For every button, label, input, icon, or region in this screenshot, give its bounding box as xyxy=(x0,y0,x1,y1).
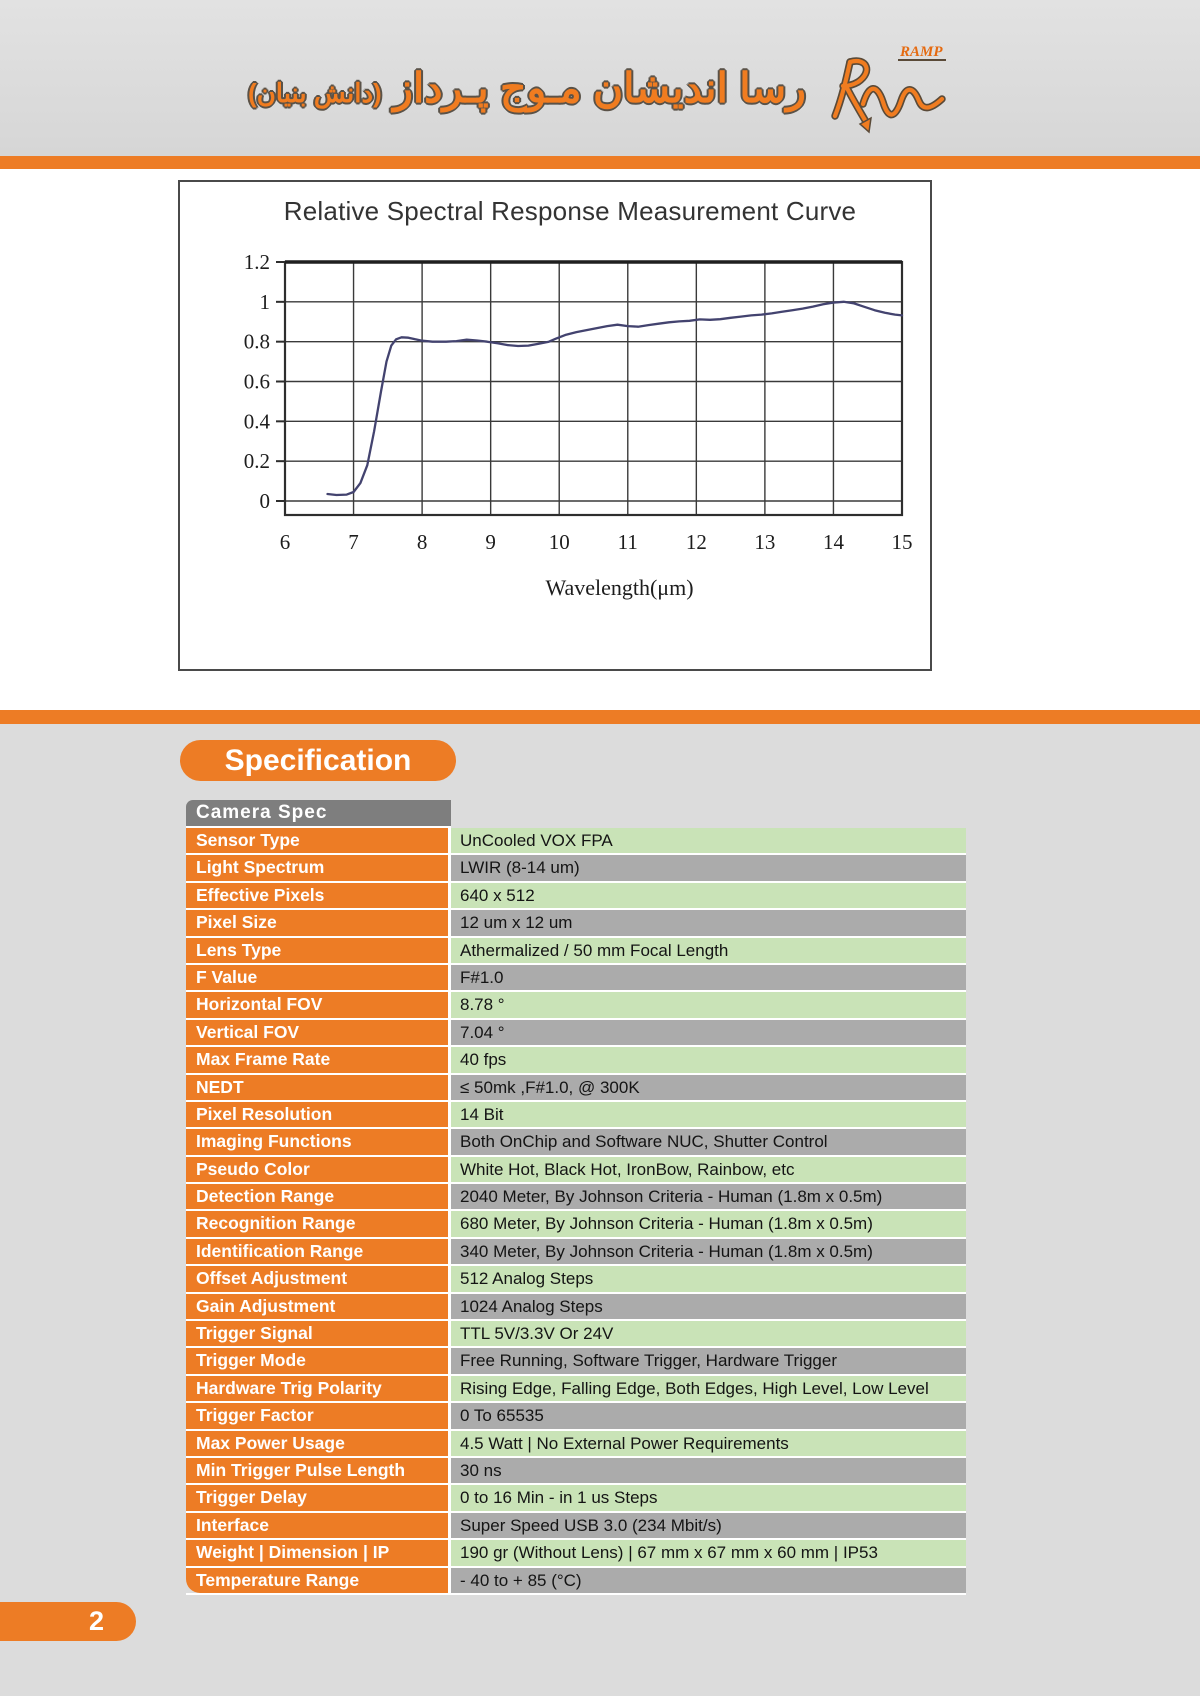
spec-row xyxy=(186,1403,966,1430)
camera-spec-table-header: Camera Spec xyxy=(186,800,451,828)
spec-row xyxy=(186,1020,966,1047)
spec-value: - 40 to + 85 (°C) xyxy=(451,1568,966,1593)
y-tick-label: 1 xyxy=(259,289,270,314)
spec-row xyxy=(186,910,966,937)
spec-row xyxy=(186,1540,966,1567)
spec-row xyxy=(186,1075,966,1102)
spec-value: 30 ns xyxy=(451,1458,966,1483)
x-axis-label: Wavelength(μm) xyxy=(545,575,694,600)
spec-value: 4.5 Watt | No External Power Requirements xyxy=(451,1431,966,1456)
spectral-response-chart xyxy=(178,180,932,671)
x-tick-label: 11 xyxy=(617,530,638,554)
spec-value: TTL 5V/3.3V Or 24V xyxy=(451,1321,966,1346)
spec-value: Rising Edge, Falling Edge, Both Edges, High Level, Low Level xyxy=(451,1376,966,1401)
spec-row xyxy=(186,938,966,965)
spec-value: Free Running, Software Trigger, Hardware Trigger xyxy=(451,1348,966,1373)
spec-row xyxy=(186,992,966,1019)
spec-label: Trigger Signal xyxy=(186,1321,451,1346)
specification-heading xyxy=(180,740,456,781)
y-tick-label: 0 xyxy=(259,489,270,513)
spec-label: Hardware Trig Polarity xyxy=(186,1376,451,1401)
spec-row xyxy=(186,1568,966,1595)
spec-label: Vertical FOV xyxy=(186,1020,451,1045)
spec-label: Horizontal FOV xyxy=(186,992,451,1017)
y-tick-label: 0.8 xyxy=(243,329,270,354)
specification-heading-label: Specification xyxy=(224,743,412,777)
spec-row xyxy=(186,1129,966,1156)
x-tick-label: 10 xyxy=(548,530,570,554)
spec-label: Detection Range xyxy=(186,1184,451,1209)
spec-label: Gain Adjustment xyxy=(186,1294,451,1319)
spec-label: Pixel Resolution xyxy=(186,1102,451,1127)
page-number-badge xyxy=(0,1602,136,1641)
spec-label: Identification Range xyxy=(186,1239,451,1264)
orange-divider-middle xyxy=(0,710,1200,724)
spec-row xyxy=(186,828,966,855)
spec-label: Trigger Factor xyxy=(186,1403,451,1428)
company-name-main: رسا اندیشان مـوج پـرداز xyxy=(393,65,806,111)
chart-plot-area xyxy=(180,182,930,669)
spec-value: 0 To 65535 xyxy=(451,1403,966,1428)
spec-value: 1024 Analog Steps xyxy=(451,1294,966,1319)
x-tick-label: 13 xyxy=(754,530,776,554)
spec-label: Temperature Range xyxy=(186,1568,451,1593)
spec-value: Super Speed USB 3.0 (234 Mbit/s) xyxy=(451,1513,966,1538)
spec-label: Interface xyxy=(186,1513,451,1538)
plot-border xyxy=(285,262,902,515)
spec-row xyxy=(186,1047,966,1074)
spec-row xyxy=(186,1431,966,1458)
spec-value: 7.04 ° xyxy=(451,1020,966,1045)
spec-row xyxy=(186,1348,966,1375)
camera-spec-table xyxy=(186,800,966,1595)
spec-row xyxy=(186,1294,966,1321)
logo-wordmark: RAMP xyxy=(899,44,943,60)
spec-row xyxy=(186,1266,966,1293)
spec-row xyxy=(186,1321,966,1348)
spec-value: 12 um x 12 um xyxy=(451,910,966,935)
spec-label: Effective Pixels xyxy=(186,883,451,908)
company-logo-icon xyxy=(820,40,952,136)
spec-row xyxy=(186,1211,966,1238)
spec-row xyxy=(186,1239,966,1266)
spec-row xyxy=(186,855,966,882)
spec-row xyxy=(186,1376,966,1403)
spec-label: F Value xyxy=(186,965,451,990)
spec-value: 512 Analog Steps xyxy=(451,1266,966,1291)
spectral-response-curve xyxy=(328,302,903,495)
spec-label: Lens Type xyxy=(186,938,451,963)
spec-value: 14 Bit xyxy=(451,1102,966,1127)
header-band xyxy=(0,0,1200,156)
spec-value: 190 gr (Without Lens) | 67 mm x 67 mm x 60 mm | IP53 xyxy=(451,1540,966,1565)
spec-label: Weight | Dimension | IP xyxy=(186,1540,451,1565)
x-tick-label: 7 xyxy=(348,530,359,554)
spec-value: Both OnChip and Software NUC, Shutter Control xyxy=(451,1129,966,1154)
spec-value: Athermalized / 50 mm Focal Length xyxy=(451,938,966,963)
company-name xyxy=(248,64,806,112)
spec-label: Max Frame Rate xyxy=(186,1047,451,1072)
spec-row xyxy=(186,965,966,992)
spec-label: Min Trigger Pulse Length xyxy=(186,1458,451,1483)
spec-value: White Hot, Black Hot, IronBow, Rainbow, etc xyxy=(451,1157,966,1182)
x-tick-label: 12 xyxy=(685,530,707,554)
spec-value: 40 fps xyxy=(451,1047,966,1072)
y-tick-label: 0.2 xyxy=(243,449,270,474)
spec-value: 2040 Meter, By Johnson Criteria - Human (1.8m x 0.5m) xyxy=(451,1184,966,1209)
spec-label: Pixel Size xyxy=(186,910,451,935)
spec-value: ≤ 50mk ,F#1.0, @ 300K xyxy=(451,1075,966,1100)
spec-label: Max Power Usage xyxy=(186,1431,451,1456)
spec-row xyxy=(186,1485,966,1512)
orange-divider-top xyxy=(0,156,1200,169)
spec-label: Trigger Mode xyxy=(186,1348,451,1373)
spec-row xyxy=(186,1157,966,1184)
spec-label: Sensor Type xyxy=(186,828,451,853)
x-tick-label: 15 xyxy=(891,530,913,554)
spec-row xyxy=(186,1513,966,1540)
x-tick-label: 8 xyxy=(416,530,428,554)
spec-value: 680 Meter, By Johnson Criteria - Human (1.8m x 0.5m) xyxy=(451,1211,966,1236)
company-name-suffix: (دانش بنیان) xyxy=(248,78,382,108)
spec-row xyxy=(186,1184,966,1211)
x-tick-label: 6 xyxy=(279,530,291,554)
spec-row xyxy=(186,883,966,910)
spec-row xyxy=(186,1102,966,1129)
spec-value: 8.78 ° xyxy=(451,992,966,1017)
spec-label: NEDT xyxy=(186,1075,451,1100)
spec-value: UnCooled VOX FPA xyxy=(451,828,966,853)
spec-value: 340 Meter, By Johnson Criteria - Human (1.8m x 0.5m) xyxy=(451,1239,966,1264)
spec-label: Trigger Delay xyxy=(186,1485,451,1510)
y-tick-label: 1.2 xyxy=(243,250,270,274)
chart-title: Relative Spectral Response Measurement Curve xyxy=(283,196,857,226)
spec-label: Light Spectrum xyxy=(186,855,451,880)
page-number: 2 xyxy=(88,1606,104,1636)
spec-value: 0 to 16 Min - in 1 us Steps xyxy=(451,1485,966,1510)
y-tick-label: 0.6 xyxy=(243,369,270,394)
spec-label: Recognition Range xyxy=(186,1211,451,1236)
camera-spec-table-body xyxy=(186,828,966,1595)
y-tick-label: 0.4 xyxy=(243,409,270,434)
spec-value: LWIR (8-14 um) xyxy=(451,855,966,880)
spec-label: Pseudo Color xyxy=(186,1157,451,1182)
spec-row xyxy=(186,1458,966,1485)
x-tick-label: 9 xyxy=(485,530,496,554)
spec-value: F#1.0 xyxy=(451,965,966,990)
spec-label: Imaging Functions xyxy=(186,1129,451,1154)
company-header xyxy=(0,38,1200,138)
spec-value: 640 x 512 xyxy=(451,883,966,908)
x-tick-label: 14 xyxy=(822,530,844,554)
spec-label: Offset Adjustment xyxy=(186,1266,451,1291)
